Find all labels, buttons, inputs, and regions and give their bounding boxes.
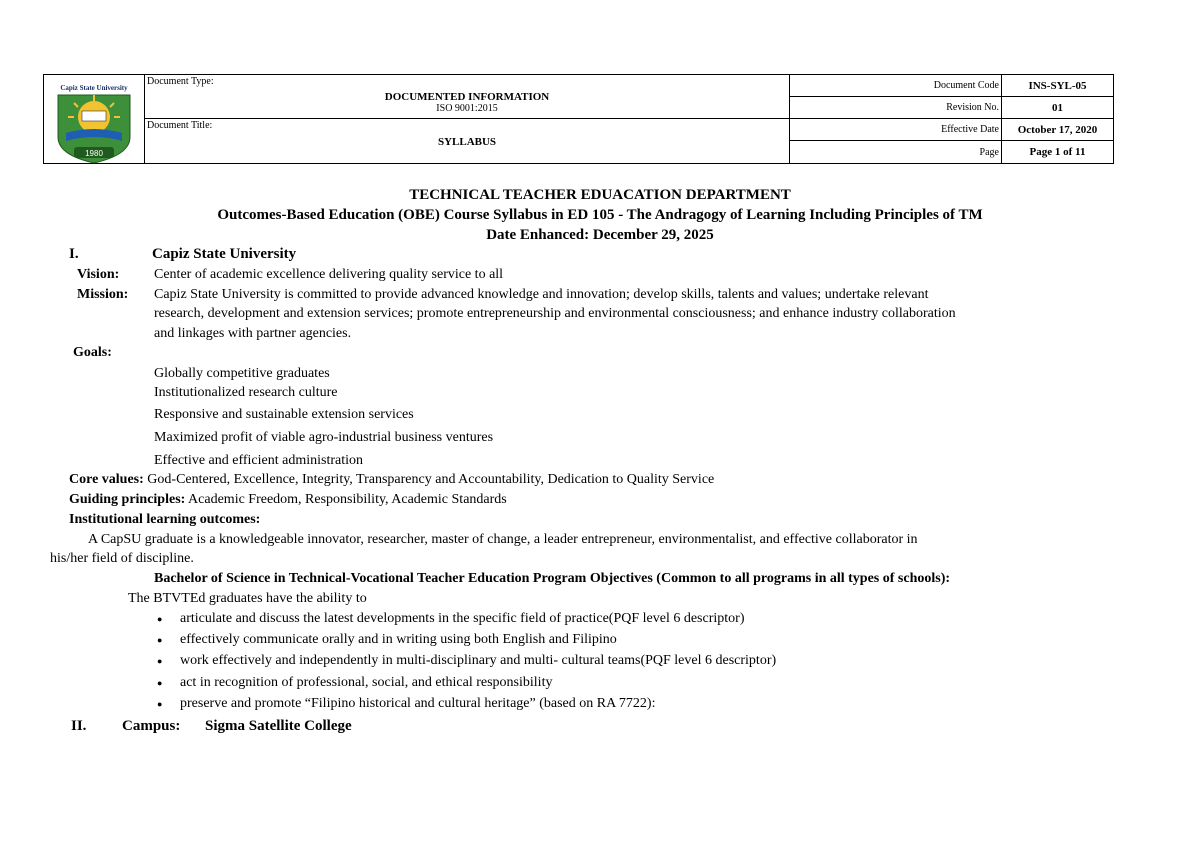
objective-item: work effectively and independently in multi-disciplinary and multi- cultural teams(PQF level 6 descriptor)	[180, 653, 777, 668]
page-label: Page	[790, 141, 1002, 164]
logo-cell	[44, 75, 145, 164]
section-two-number: II.	[71, 718, 87, 734]
doc-code-label: Document Code	[790, 75, 1002, 97]
guiding-principles-label: Guiding principles:	[69, 492, 186, 507]
bullet-icon: ●	[157, 678, 163, 688]
revision-value: 01	[1002, 97, 1114, 119]
iso-standard: ISO 9001:2015	[436, 103, 498, 114]
guiding-principles-text: Academic Freedom, Responsibility, Academic Standards	[188, 492, 507, 507]
goal-item: Globally competitive graduates	[154, 366, 330, 381]
doc-title-label: Document Title:	[147, 120, 213, 131]
mission-line: research, development and extension services; promote entrepreneurship and environmental consciousness; and enhance industry collaboration	[154, 306, 956, 321]
core-values	[69, 472, 714, 488]
doc-type-value: DOCUMENTED INFORMATION	[384, 91, 550, 103]
mission-line: and linkages with partner agencies.	[154, 326, 352, 341]
document-header-table	[43, 74, 1114, 164]
doc-type-label: Document Type:	[147, 76, 214, 87]
doc-title-cell	[145, 119, 790, 164]
logo-text: Capiz State University	[60, 84, 128, 92]
vision-text: Center of academic excellence delivering quality service to all	[154, 267, 504, 282]
objective-item: preserve and promote “Filipino historical and cultural heritage” (based on RA 7722):	[180, 696, 656, 711]
objective-item: articulate and discuss the latest developments in the specific field of practice(PQF level 6 descriptor)	[180, 611, 745, 626]
section-one-number: I.	[69, 246, 79, 262]
date-enhanced: Date Enhanced: December 29, 2025	[486, 227, 714, 243]
mission-line: Capiz State University is committed to provide advanced knowledge and innovation; develop skills, talents and values; undertake relevant	[154, 287, 929, 302]
course-title: Outcomes-Based Education (OBE) Course Syllabus in ED 105 - The Andragogy of Learning Including Principles of TM	[217, 207, 983, 223]
ilo-label: Institutional learning outcomes:	[69, 512, 261, 527]
bullet-icon: ●	[157, 656, 163, 666]
department-title: TECHNICAL TEACHER EDUACATION DEPARTMENT	[409, 187, 791, 203]
logo-year: 1980	[85, 149, 103, 158]
mission-label: Mission:	[77, 287, 129, 302]
goals-label: Goals:	[73, 345, 112, 360]
bullet-icon: ●	[157, 614, 163, 624]
bullet-icon: ●	[157, 635, 163, 645]
university-seal-logo	[44, 75, 145, 164]
campus-label: Campus:	[122, 718, 181, 734]
goal-item: Institutionalized research culture	[154, 385, 338, 400]
core-values-label: Core values:	[69, 472, 144, 487]
page-value: Page 1 of 11	[1002, 141, 1114, 164]
doc-type-cell	[145, 75, 790, 119]
goal-item: Effective and efficient administration	[154, 453, 364, 468]
guiding-principles	[69, 492, 507, 508]
program-objectives-heading: Bachelor of Science in Technical-Vocational Teacher Education Program Objectives (Common to all programs in all types of schools):	[154, 571, 951, 586]
objective-item: effectively communicate orally and in writing using both English and Filipino	[180, 632, 617, 647]
ilo-text-line: A CapSU graduate is a knowledgeable innovator, researcher, master of change, a leader entrepreneur, environmentalist, and effective collaborator in	[88, 532, 918, 547]
section-one-heading: Capiz State University	[152, 246, 297, 262]
campus-value: Sigma Satellite College	[205, 718, 352, 734]
vision-label: Vision:	[77, 267, 120, 282]
program-intro: The BTVTEd graduates have the ability to	[128, 591, 367, 606]
doc-title-value: SYLLABUS	[437, 136, 497, 148]
core-values-text: God-Centered, Excellence, Integrity, Transparency and Accountability, Dedication to Quality Service	[147, 472, 715, 487]
bullet-icon: ●	[157, 699, 163, 709]
revision-label: Revision No.	[790, 97, 1002, 119]
effective-date-label: Effective Date	[790, 119, 1002, 141]
goal-item: Responsive and sustainable extension services	[154, 407, 414, 422]
objective-item: act in recognition of professional, social, and ethical responsibility	[180, 675, 553, 690]
goal-item: Maximized profit of viable agro-industrial business ventures	[154, 430, 494, 445]
ilo-text-line: his/her field of discipline.	[50, 551, 194, 566]
doc-code-value: INS-SYL-05	[1002, 75, 1114, 97]
effective-date-value: October 17, 2020	[1002, 119, 1114, 141]
